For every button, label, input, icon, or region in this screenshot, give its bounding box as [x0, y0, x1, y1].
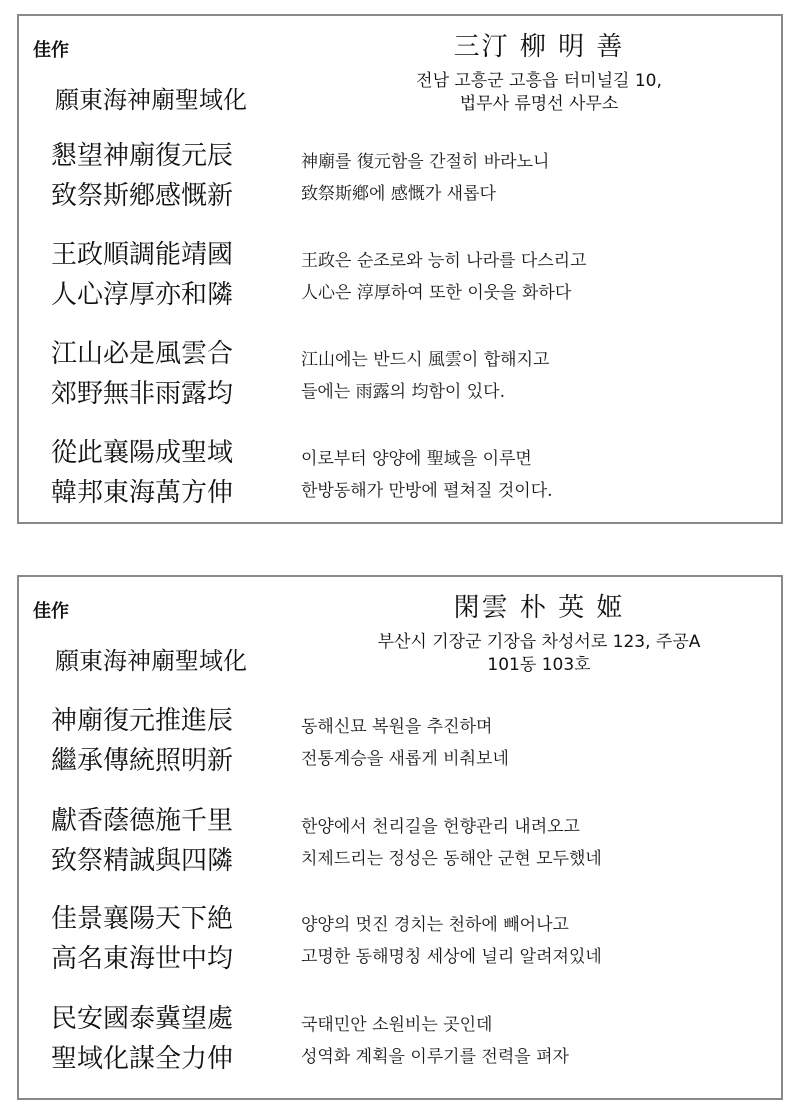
chinese-line: 郊野無非雨露均	[51, 379, 234, 409]
couplet	[19, 235, 781, 325]
address-line-1: 전남 고흥군 고흥읍 터미널길 10,	[416, 71, 662, 91]
author-name: 閑雲 朴 英 姬	[453, 593, 625, 623]
poem-title: 願東海神廟聖域化	[55, 647, 247, 675]
korean-translation: 들에는 雨露의 均함이 있다.	[301, 382, 505, 402]
award-tag: 佳作	[33, 601, 69, 622]
author-address	[309, 631, 769, 677]
korean-translation: 동해신묘 복원을 추진하며	[301, 717, 493, 737]
chinese-line: 繼承傳統照明新	[51, 746, 234, 776]
chinese-line: 致祭斯鄕感慨新	[51, 181, 234, 211]
address-line-2: 101동 103호	[487, 655, 591, 675]
couplet	[19, 801, 781, 891]
chinese-line: 從此襄陽成聖域	[51, 438, 234, 468]
korean-translation: 한양에서 천리길을 헌향관리 내려오고	[301, 817, 580, 837]
poem-title: 願東海神廟聖域化	[55, 86, 247, 114]
author-address	[309, 70, 769, 116]
korean-translation: 국태민안 소원비는 곳인데	[301, 1015, 493, 1035]
chinese-line: 人心淳厚亦和隣	[51, 280, 234, 310]
chinese-line: 王政順調能靖國	[51, 240, 234, 270]
chinese-line: 懇望神廟復元辰	[51, 141, 234, 171]
chinese-line: 民安國泰冀望處	[51, 1004, 234, 1034]
korean-translation: 이로부터 양양에 聖域을 이루면	[301, 449, 532, 469]
korean-translation: 江山에는 반드시 風雲이 합해지고	[301, 350, 550, 370]
poem-entry-1	[17, 14, 783, 524]
korean-translation: 양양의 멋진 경치는 천하에 빼어나고	[301, 915, 569, 935]
korean-translation: 王政은 순조로와 능히 나라를 다스리고	[301, 251, 587, 271]
couplet	[19, 136, 781, 226]
korean-translation: 한방동해가 만방에 펼쳐질 것이다.	[301, 481, 553, 501]
couplet	[19, 999, 781, 1089]
korean-translation: 전통계승을 새롭게 비춰보네	[301, 749, 509, 769]
chinese-line: 高名東海世中均	[51, 944, 234, 974]
korean-translation: 致祭斯鄕에 感慨가 새롭다	[301, 184, 496, 204]
author-name: 三汀 柳 明 善	[453, 32, 625, 62]
chinese-line: 江山必是風雲合	[51, 339, 234, 369]
couplet	[19, 899, 781, 989]
award-tag: 佳作	[33, 40, 69, 61]
chinese-line: 致祭精誠與四隣	[51, 846, 234, 876]
chinese-line: 韓邦東海萬方伸	[51, 478, 234, 508]
couplet	[19, 433, 781, 523]
chinese-line: 聖域化謀全力伸	[51, 1044, 234, 1074]
chinese-line: 佳景襄陽天下絶	[51, 904, 234, 934]
address-line-2: 법무사 류명선 사무소	[459, 94, 619, 114]
couplet	[19, 701, 781, 791]
korean-translation: 人心은 淳厚하여 또한 이웃을 화하다	[301, 283, 572, 303]
korean-translation: 神廟를 復元함을 간절히 바라노니	[301, 152, 550, 172]
chinese-line: 神廟復元推進辰	[51, 706, 234, 736]
korean-translation: 치제드리는 정성은 동해안 군현 모두했네	[301, 849, 602, 869]
address-line-1: 부산시 기장군 기장읍 차성서로 123, 주공A	[377, 632, 701, 652]
korean-translation: 고명한 동해명칭 세상에 널리 알려져있네	[301, 947, 602, 967]
chinese-line: 獻香蔭德施千里	[51, 806, 234, 836]
korean-translation: 성역화 계획을 이루기를 전력을 펴자	[301, 1047, 569, 1067]
couplet	[19, 334, 781, 424]
poem-entry-2	[17, 575, 783, 1100]
